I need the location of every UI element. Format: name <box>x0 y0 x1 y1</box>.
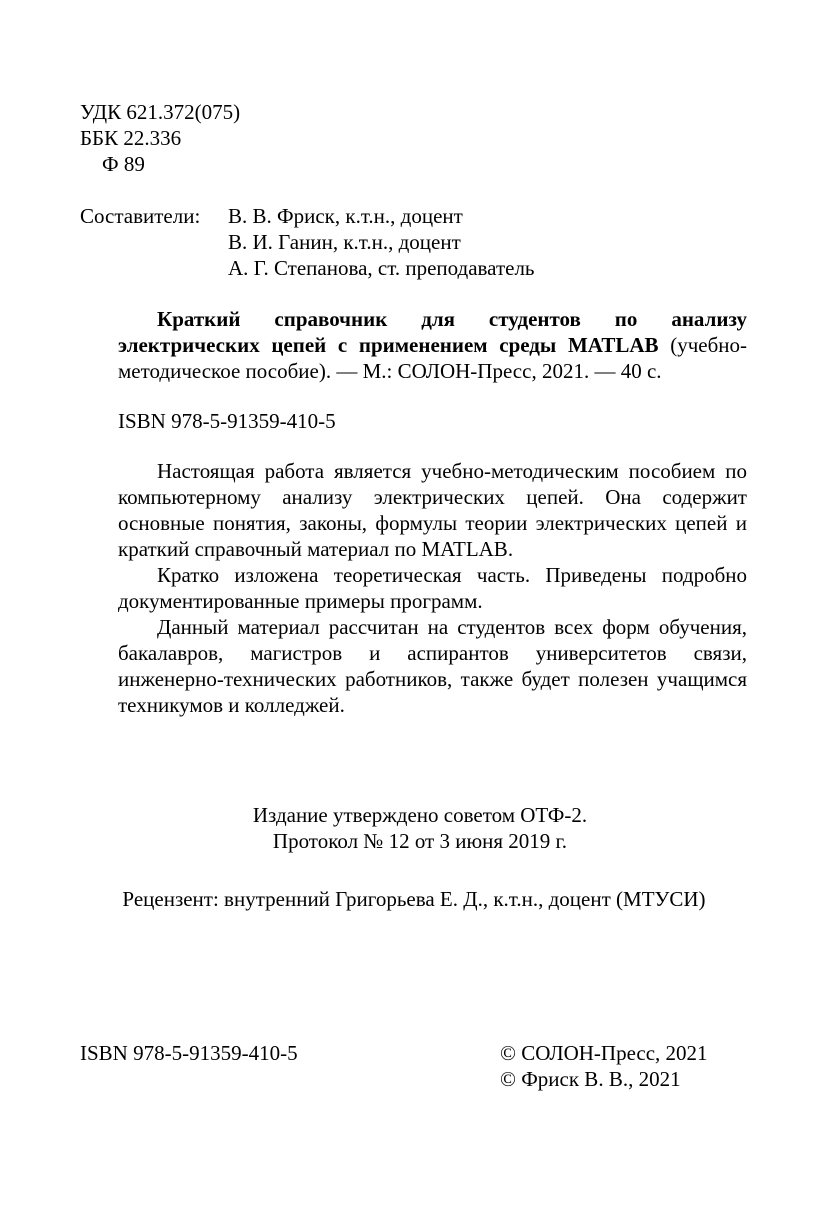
compiler-row <box>80 229 535 255</box>
author-mark: Ф 89 <box>102 152 145 176</box>
approval-line: Издание утверждено советом ОТФ-2. <box>252 803 588 827</box>
approval-note <box>0 802 828 854</box>
bbk-code: ББК 22.336 <box>80 126 182 150</box>
compiler-name: В. В. Фриск, к.т.н., доцент <box>228 204 463 228</box>
reviewer-line: Рецензент: внутренний Григорьева Е. Д., к.т.н., доцент (МТУСИ) <box>122 887 706 911</box>
compiler-row <box>80 203 535 229</box>
book-title: Краткий справочник для студентов по анализу электрических цепей с применением среды MATLAB <box>118 307 747 357</box>
compiler-row <box>80 255 535 281</box>
protocol-line: Протокол № 12 от 3 июня 2019 г. <box>272 829 568 853</box>
compiler-name: В. И. Ганин, к.т.н., доцент <box>228 230 461 254</box>
copyright-line: © Фриск В. В., 2021 <box>500 1067 681 1091</box>
compiler-name: А. Г. Степанова, ст. преподаватель <box>228 256 535 280</box>
isbn-bottom: ISBN 978-5-91359-410-5 <box>80 1041 298 1065</box>
compilers-block <box>80 203 535 281</box>
classification-codes <box>80 99 240 177</box>
annotation-paragraph: Данный материал рассчитан на студентов всех форм обучения, бакалавров, магистров и аспирантов университетов связи, инженерно-технических работников, также будет полезен учащимся техникумов и колледжей. <box>118 615 747 717</box>
annotation-paragraph: Настоящая работа является учебно-методическим пособием по компьютерному анализу электрических цепей. Она содержит основные понятия, законы, формулы теории электрических цепей и краткий справочный материал по MATLAB. <box>118 459 747 561</box>
udk-code: УДК 621.372(075) <box>80 100 241 124</box>
annotation-paragraph: Кратко изложена теоретическая часть. Приведены подробно документированные примеры программ. <box>118 563 747 613</box>
copyright-block <box>500 1040 708 1092</box>
isbn-top: ISBN 978-5-91359-410-5 <box>118 409 336 433</box>
annotation <box>118 458 747 718</box>
bibliographic-description <box>118 306 747 384</box>
compilers-label: Составители: <box>80 204 201 228</box>
copyright-line: © СОЛОН-Пресс, 2021 <box>500 1041 708 1065</box>
publication-details: (учебно-методическое пособие). — М.: СОЛОН-Пресс, 2021. — 40 с. <box>118 333 748 383</box>
